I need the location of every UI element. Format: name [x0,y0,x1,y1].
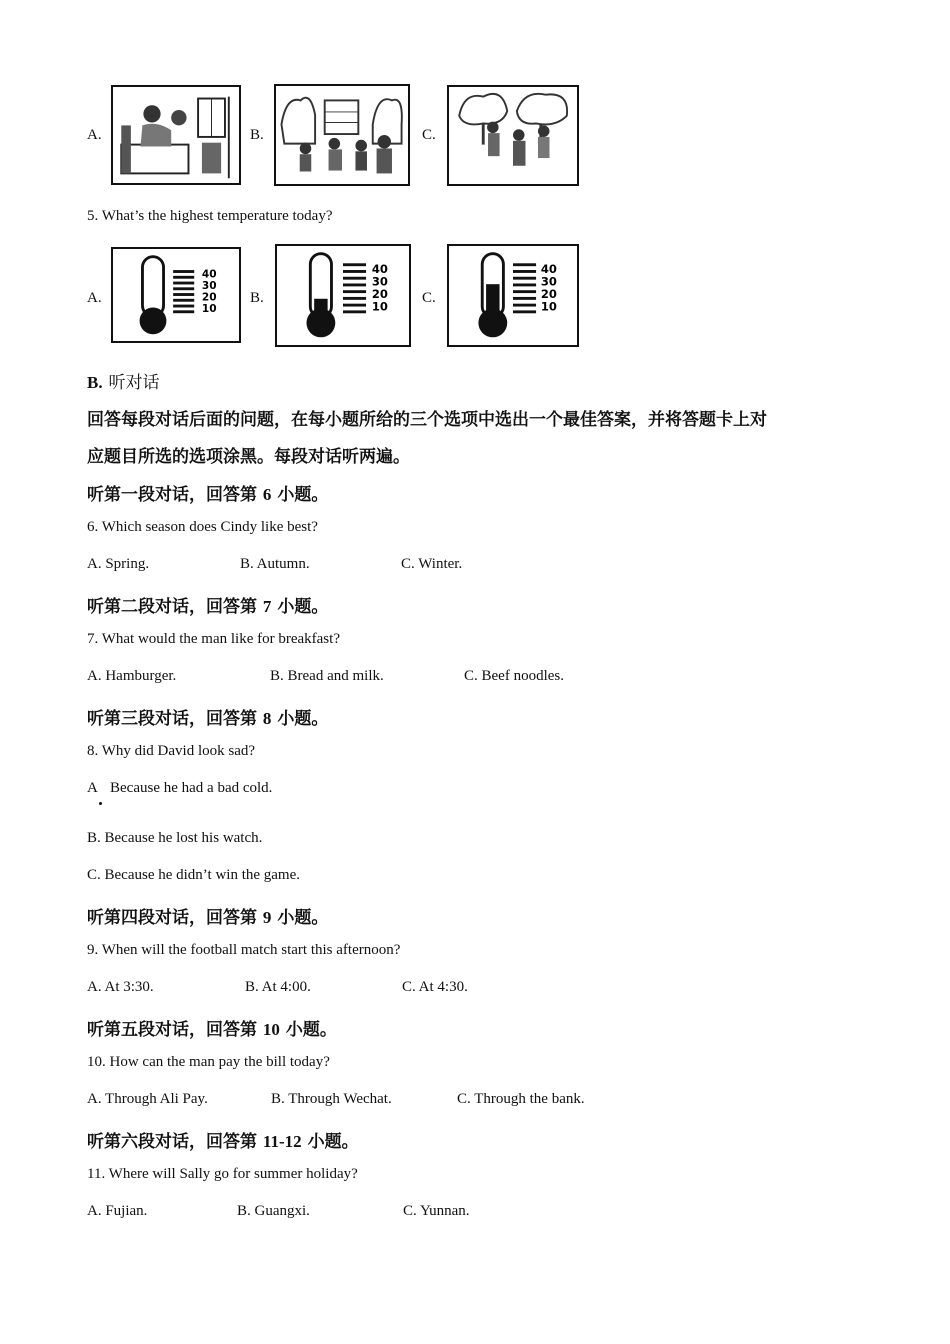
q9-option-a: A. At 3:30. [87,979,154,995]
q6-option-c: C. Winter. [401,556,463,572]
section-b-title: 听对话 [108,373,160,393]
q5-option-c-label: C. [422,290,436,306]
thermometer-a-picture [111,247,241,343]
dialogue-heading-number: 9 [262,908,272,927]
q10-option-b: B. Through Wechat. [271,1091,392,1107]
dialogue-heading-suffix: 小题。 [277,908,329,928]
scale-mark-10: 10 [201,303,217,316]
dialogue-heading-3 [87,704,328,729]
q8-option-b: B. Because he lost his watch. [87,830,263,846]
sick-in-bed-scene-picture [111,85,241,185]
dialogue-heading-suffix: 小题。 [277,709,329,729]
scale-mark-30: 30 [540,274,557,289]
q4-option-b-label: B. [250,127,264,143]
q10-option-c: C. Through the bank. [457,1091,585,1107]
q11-question: 11. Where will Sally go for summer holiday? [87,1166,358,1182]
dialogue-heading-text: 听第一段对话，回答第 [87,485,257,505]
dialogue-heading-number: 11-12 [262,1132,302,1151]
dialogue-heading-1 [87,480,328,505]
dialogue-heading-text: 听第三段对话，回答第 [87,709,257,729]
mercury-level [486,284,499,321]
q11-option-b: B. Guangxi. [237,1203,310,1219]
dialogue-heading-number: 6 [262,485,272,504]
scale-mark-40: 40 [201,268,217,281]
q6-question: 6. Which season does Cindy like best? [87,519,318,535]
q6-option-a: A. Spring. [87,556,150,572]
dialogue-heading-number: 7 [262,597,272,616]
mercury-level [314,299,327,321]
dialogue-heading-text: 听第二段对话，回答第 [87,597,257,617]
dialogue-heading-2 [87,592,328,617]
section-b-letter: B. [87,373,103,392]
scale-mark-10: 10 [540,299,557,314]
q5-option-b-label: B. [250,290,264,306]
scale-mark-20: 20 [371,286,388,301]
children-under-trees-picture [447,85,579,186]
q9-option-b: B. At 4:00. [245,979,311,995]
thermometer-b-picture [275,244,411,347]
dialogue-heading-6 [87,1127,359,1152]
q5-option-a-label: A. [87,290,102,306]
q7-option-b: B. Bread and milk. [270,668,384,684]
q7-option-c: C. Beef noodles. [464,668,564,684]
section-b-heading [87,368,160,393]
q8-option-c: C. Because he didn’t win the game. [87,867,301,883]
dialogue-heading-text: 听第四段对话，回答第 [87,908,257,928]
dialogue-heading-number: 8 [262,709,272,728]
scale-mark-20: 20 [540,286,557,301]
q8-option-a-text: Because he had a bad cold. [110,780,273,796]
dialogue-heading-text: 听第六段对话，回答第 [87,1132,257,1152]
scale-mark-40: 40 [371,261,388,276]
q4-option-a-label: A. [87,127,102,143]
dialogue-heading-text: 听第五段对话，回答第 [87,1020,257,1040]
section-b-instruction-line2: 应题目所选的选项涂黑。每段对话听两遍。 [87,447,410,467]
thermometer-c-picture [447,244,579,347]
q10-option-a: A. Through Ali Pay. [87,1091,208,1107]
q9-question: 9. When will the football match start this afternoon? [87,942,401,958]
mercury-level [146,309,159,320]
q8-question: 8. Why did David look sad? [87,743,256,759]
q6-option-b: B. Autumn. [240,556,310,572]
dialogue-heading-4 [87,903,328,928]
snow-play-scene-picture [274,84,410,186]
dialogue-heading-number: 10 [262,1020,280,1039]
q5-question: 5. What’s the highest temperature today? [87,208,333,224]
dialogue-heading-suffix: 小题。 [277,485,329,505]
q11-option-c: C. Yunnan. [403,1203,470,1219]
scale-mark-30: 30 [201,280,217,293]
q8-option-a-letter: A [87,780,98,796]
q7-option-a: A. Hamburger. [87,668,177,684]
dialogue-heading-suffix: 小题。 [285,1020,337,1040]
dialogue-heading-suffix: 小题。 [307,1132,359,1152]
scale-mark-30: 30 [371,274,388,289]
q9-option-c: C. At 4:30. [402,979,468,995]
scale-mark-20: 20 [201,291,217,304]
q7-question: 7. What would the man like for breakfast? [87,631,340,647]
dialogue-heading-5 [87,1015,337,1040]
section-b-instruction-line1: 回答每段对话后面的问题，在每小题所给的三个选项中选出一个最佳答案，并将答题卡上对 [87,410,767,430]
period-dot [99,802,102,805]
q11-option-a: A. Fujian. [87,1203,148,1219]
dialogue-heading-suffix: 小题。 [277,597,329,617]
q4-option-c-label: C. [422,127,436,143]
scale-mark-40: 40 [540,261,557,276]
scale-mark-10: 10 [371,299,388,314]
q10-question: 10. How can the man pay the bill today? [87,1054,330,1070]
